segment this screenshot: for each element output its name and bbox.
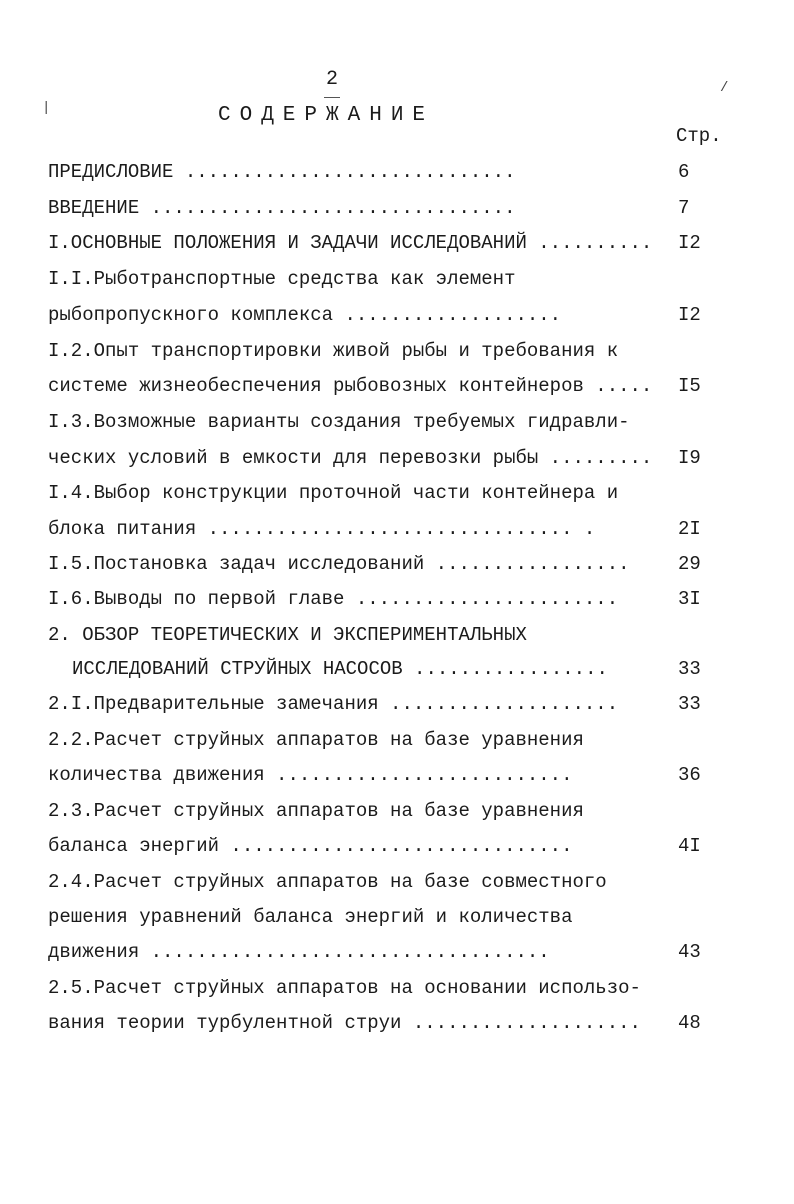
toc-line: [48, 726, 708, 754]
toc-line: [48, 444, 708, 472]
page-column-header: Стр.: [676, 125, 722, 147]
toc-line-page: I5: [678, 375, 701, 397]
toc-line-page: 4I: [678, 835, 701, 857]
toc-line: [48, 550, 708, 578]
toc-line: [48, 194, 708, 222]
toc-line: [48, 761, 708, 789]
toc-line-text: баланса энергий ..............................: [48, 835, 573, 857]
toc-line-text: 2.5.Расчет струйных аппаратов на основании использо-: [48, 977, 641, 999]
toc-line: [48, 585, 708, 613]
toc-line: [48, 868, 708, 896]
toc-line-page: 33: [678, 693, 701, 715]
toc-line-page: 29: [678, 553, 701, 575]
toc-line: [48, 690, 708, 718]
toc-line-page: 2I: [678, 518, 701, 540]
toc-line: [48, 265, 708, 293]
toc-line: [48, 903, 708, 931]
toc-line: [48, 515, 708, 543]
toc-line-text: движения ...................................: [48, 941, 550, 963]
toc-line-text: системе жизнеобеспечения рыбовозных контейнеров .....: [48, 375, 653, 397]
toc-line-text: 2.I.Предварительные замечания ....................: [48, 693, 619, 715]
toc-line-page: 48: [678, 1012, 701, 1034]
scan-mark: |: [42, 100, 51, 116]
toc-line-page: I2: [678, 304, 701, 326]
toc-line-page: 36: [678, 764, 701, 786]
toc-line: [48, 158, 708, 186]
toc-line-text: ИССЛЕДОВАНИЙ СТРУЙНЫХ НАСОСОВ .................: [72, 658, 608, 680]
toc-line: [48, 938, 708, 966]
toc-line-text: ВВЕДЕНИЕ ................................: [48, 197, 516, 219]
toc-line-text: I.I.Рыботранспортные средства как элемент: [48, 268, 516, 290]
toc-line: [48, 479, 708, 507]
toc-line-text: вания теории турбулентной струи ....................: [48, 1012, 641, 1034]
toc-line-page: 33: [678, 658, 701, 680]
page-number-rule: [324, 97, 340, 98]
toc-line: [48, 1009, 708, 1037]
toc-line-page: I2: [678, 232, 701, 254]
toc-line-text: ПРЕДИСЛОВИЕ .............................: [48, 161, 516, 183]
toc-line-text: количества движения ..........................: [48, 764, 573, 786]
toc-line: [48, 655, 708, 683]
toc-line: [48, 797, 708, 825]
toc-line-text: I.4.Выбор конструкции проточной части контейнера и: [48, 482, 619, 504]
toc-line-text: решения уравнений баланса энергий и количества: [48, 906, 573, 928]
toc-line-page: 6: [678, 161, 690, 183]
toc-line-text: I.ОСНОВНЫЕ ПОЛОЖЕНИЯ И ЗАДАЧИ ИССЛЕДОВАНИЙ ..........: [48, 232, 653, 254]
toc-line: [48, 408, 708, 436]
toc-line-page: 3I: [678, 588, 701, 610]
toc-line-page: 7: [678, 197, 690, 219]
toc-line: [48, 832, 708, 860]
toc-line-text: 2.4.Расчет струйных аппаратов на базе совместного: [48, 871, 607, 893]
toc-line-text: I.5.Постановка задач исследований .................: [48, 553, 630, 575]
page-title: СОДЕРЖАНИЕ: [218, 104, 435, 127]
toc-line-text: 2.3.Расчет струйных аппаратов на базе уравнения: [48, 800, 584, 822]
toc-line: [48, 974, 708, 1002]
toc-line-text: рыбопропускного комплекса ...................: [48, 304, 562, 326]
toc-line-text: I.2.Опыт транспортировки живой рыбы и требования к: [48, 340, 619, 362]
toc-line: [48, 229, 708, 257]
toc-line-text: 2.2.Расчет струйных аппаратов на базе уравнения: [48, 729, 584, 751]
toc-line-text: I.3.Возможные варианты создания требуемых гидравли-: [48, 411, 630, 433]
toc-line-text: 2. ОБЗОР ТЕОРЕТИЧЕСКИХ И ЭКСПЕРИМЕНТАЛЬНЫХ: [48, 624, 527, 646]
toc-line-text: I.6.Выводы по первой главе .......................: [48, 588, 619, 610]
toc-line-page: I9: [678, 447, 701, 469]
toc-line: [48, 621, 708, 649]
page-number: 2: [326, 68, 339, 91]
toc-line: [48, 301, 708, 329]
toc-line-text: блока питания ................................ .: [48, 518, 596, 540]
scan-mark: /: [720, 80, 729, 96]
toc-line: [48, 337, 708, 365]
toc-line-text: ческих условий в емкости для перевозки рыбы .........: [48, 447, 653, 469]
toc-line-page: 43: [678, 941, 701, 963]
toc-line: [48, 372, 708, 400]
